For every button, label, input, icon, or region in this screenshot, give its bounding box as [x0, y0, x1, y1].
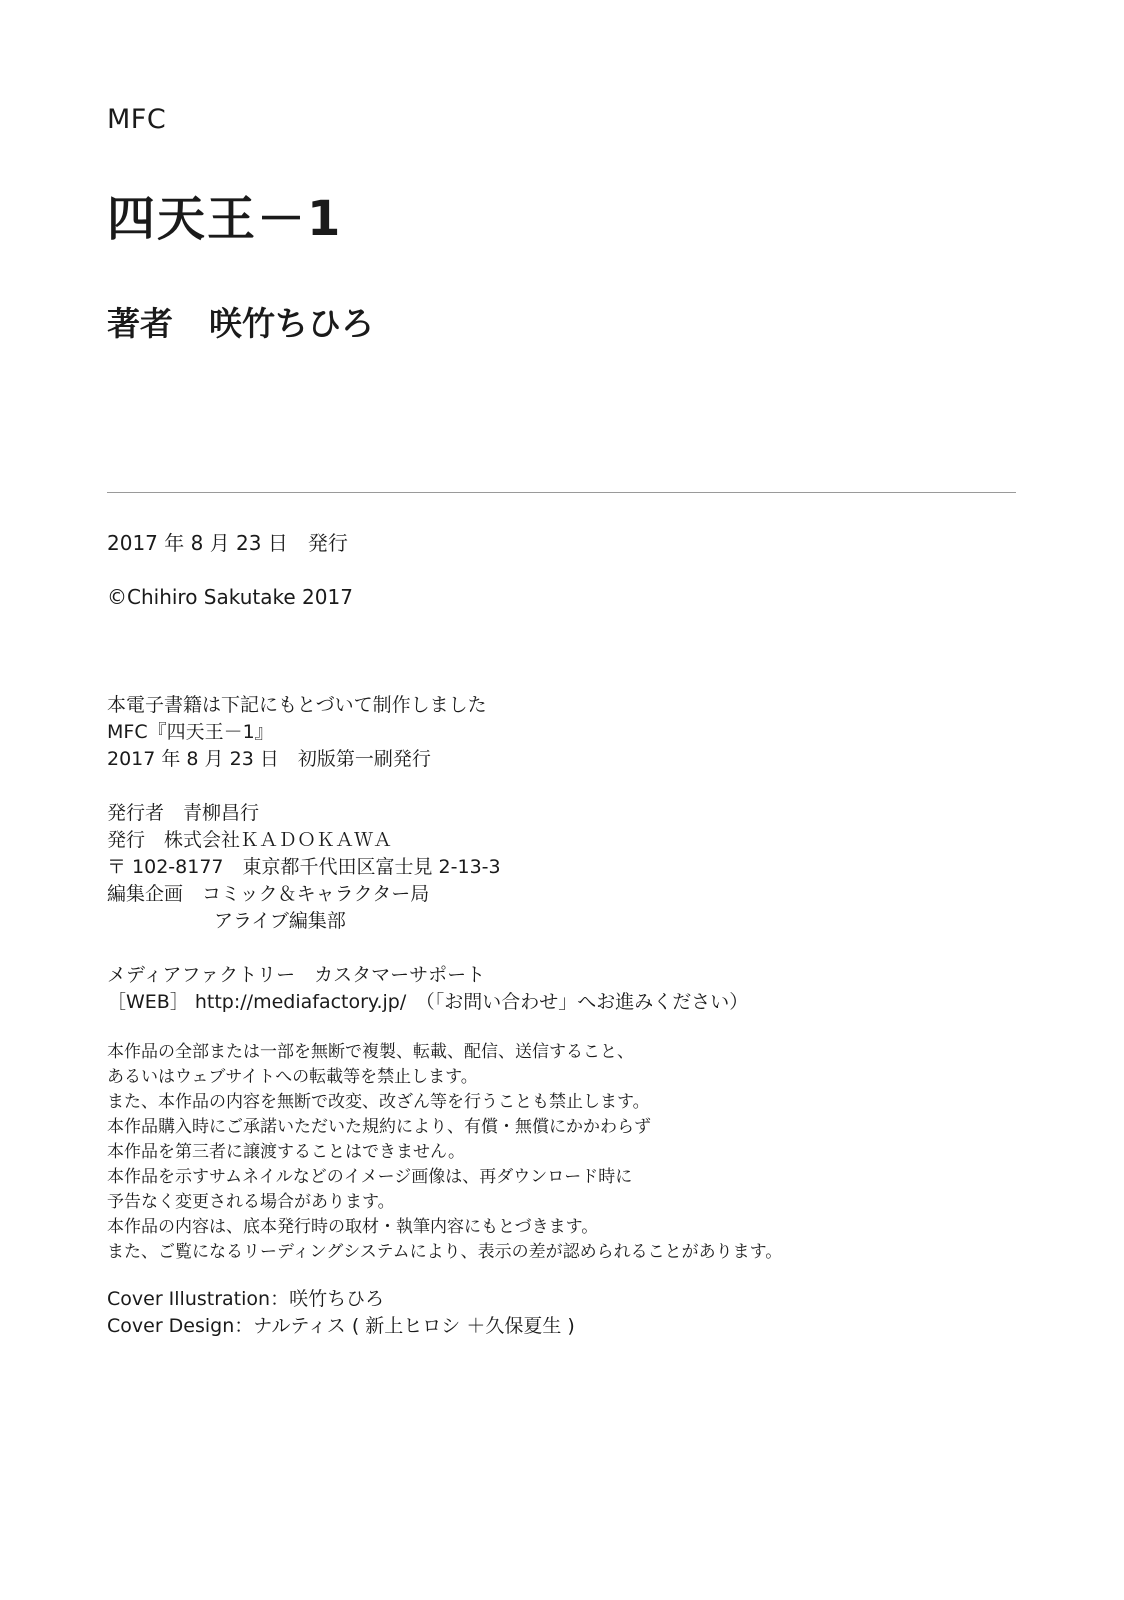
notice-block — [107, 1040, 782, 1265]
publisher-line: 発行者 青柳昌行 — [107, 802, 260, 824]
book-title: 四天王－1 — [107, 191, 343, 247]
publisher-line: 〒 102-8177 東京都千代田区富士見 2-13-3 — [107, 856, 501, 878]
publisher-dept-line — [107, 908, 501, 935]
divider — [107, 492, 1016, 493]
notice-line: 本作品の全部または一部を無断で複製、転載、配信、送信すること、 — [107, 1042, 634, 1062]
support-line: メディアファクトリー カスタマーサポート — [107, 964, 486, 986]
publication-date: 2017 年 8 月 23 日 発行 — [107, 531, 348, 555]
source-line: MFC『四天王－1』 — [107, 721, 274, 743]
notice-line: 予告なく変更される場合があります。 — [107, 1192, 395, 1212]
copyright: ©Chihiro Sakutake 2017 — [107, 585, 353, 609]
imprint-label: MFC — [107, 104, 167, 135]
author-name: 咲竹ちひろ — [209, 304, 374, 343]
notice-line: あるいはウェブサイトへの転載等を禁止します。 — [107, 1067, 478, 1087]
notice-line: 本作品購入時にご承諾いただいた規約により、有償・無償にかかわらず — [107, 1117, 651, 1137]
publisher-line: 編集企画 コミック＆キャラクター局 — [107, 883, 430, 905]
notice-line: 本作品を示すサムネイルなどのイメージ画像は、再ダウンロード時に — [107, 1167, 633, 1187]
support-url-line[interactable]: ［WEB］ http://mediafactory.jp/ （「お問い合わせ」へお進みください） — [107, 991, 749, 1013]
publisher-dept: アライブ編集部 — [214, 910, 346, 932]
publisher-block — [107, 800, 501, 935]
notice-line: 本作品を第三者に譲渡することはできません。 — [107, 1142, 466, 1162]
credits-block — [107, 1286, 575, 1340]
author-prefix: 著者 — [107, 304, 173, 343]
notice-line: また、ご覧になるリーディングシステムにより、表示の差が認められることがあります。 — [107, 1242, 783, 1262]
source-line: 2017 年 8 月 23 日 初版第一刷発行 — [107, 748, 431, 770]
notice-line: 本作品の内容は、底本発行時の取材・執筆内容にもとづきます。 — [107, 1217, 599, 1237]
source-line: 本電子書籍は下記にもとづいて制作しました — [107, 694, 487, 716]
notice-line: また、本作品の内容を無断で改変、改ざん等を行うことも禁止します。 — [107, 1092, 650, 1112]
credit-line: Cover Illustration：咲竹ちひろ — [107, 1288, 385, 1310]
author-line — [107, 298, 374, 345]
credit-line: Cover Design：ナルティス ( 新上ヒロシ ＋久保夏生 ) — [107, 1315, 575, 1337]
source-block — [107, 692, 487, 773]
publisher-line: 発行 株式会社ＫＡＤＯＫＡＷＡ — [107, 829, 393, 851]
support-block — [107, 962, 748, 1016]
